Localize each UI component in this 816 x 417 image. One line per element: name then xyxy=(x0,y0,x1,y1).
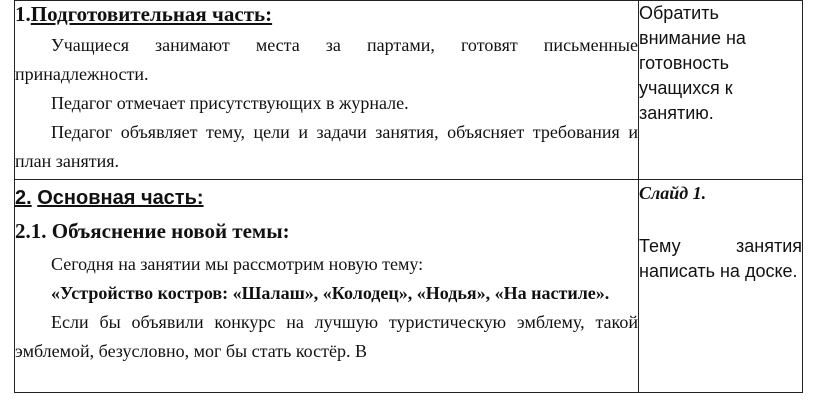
section1-paragraph-1: Учащиеся занимают места за партами, готовят письменные принадлежности. xyxy=(15,35,638,84)
section2-number: 2. xyxy=(15,187,32,209)
section2-note: Тему занятия написать на доске. xyxy=(639,236,802,281)
section2-text: Если бы объявили конкурс на лучшую туристическую эмблему, такой эмблемой, безусловно, мог бы стать костёр. В xyxy=(15,312,638,361)
main-note-cell xyxy=(639,180,803,393)
section1-title: Подготовительная часть: xyxy=(30,2,273,26)
main-content-cell xyxy=(15,180,639,393)
section1-paragraph-2: Педагог отмечает присутствующих в журнале. xyxy=(51,93,409,113)
section2-subtitle: 2.1. Объяснение новой темы: xyxy=(15,219,290,243)
table-row-preparatory xyxy=(15,1,803,180)
lesson-plan-table xyxy=(14,0,803,393)
preparatory-note-cell xyxy=(639,1,803,180)
section1-note: Обратить внимание на готовность учащихся к занятию. xyxy=(639,3,746,123)
section2-heading xyxy=(15,184,638,212)
section1-paragraph-3: Педагог объявляет тему, цели и задачи занятия, объясняет требования и план занятия. xyxy=(15,122,638,171)
section2-topic: «Устройство костров: «Шалаш», «Колодец», «Нодья», «На настиле». xyxy=(51,283,610,303)
section2-title: Основная часть: xyxy=(37,187,204,209)
slide-label: Слайд 1. xyxy=(639,183,707,203)
section1-number: 1. xyxy=(15,2,31,26)
section1-heading xyxy=(15,1,638,27)
preparatory-content-cell xyxy=(15,1,639,180)
section2-intro: Сегодня на занятии мы рассмотрим новую тему: xyxy=(51,254,424,274)
table-row-main xyxy=(15,180,803,393)
